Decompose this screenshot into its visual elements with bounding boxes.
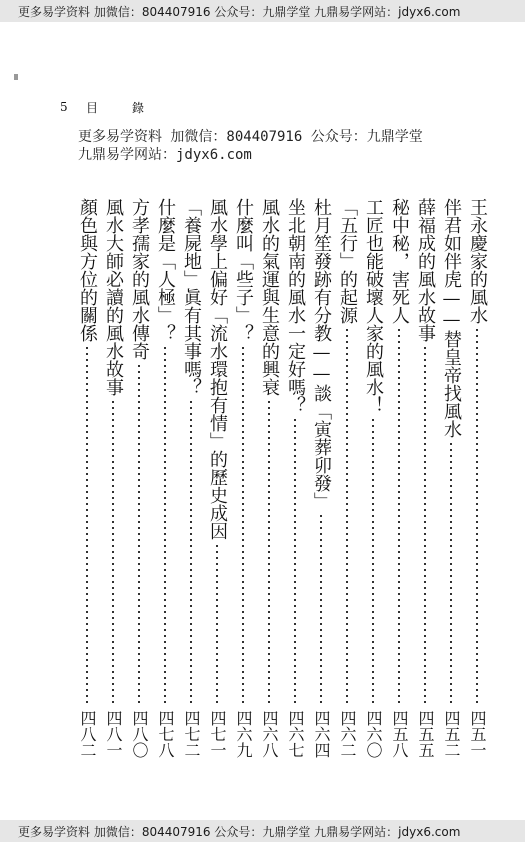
toc-entry-title: 王永慶家的風水 [467, 198, 488, 324]
toc-entry-page: 四五二 [442, 710, 461, 758]
toc-leader-dots [164, 345, 166, 707]
toc-entry[interactable] [74, 198, 100, 758]
toc-entry-title: 秘中秘，害死人 [389, 198, 410, 324]
toc-entry[interactable] [282, 198, 308, 758]
toc-entry-page: 四六〇 [364, 710, 383, 758]
toc-entry-title: 薛福成的風水故事 [415, 198, 436, 342]
toc-leader-dots [294, 417, 296, 707]
toc-entry-page: 四五五 [416, 710, 435, 758]
toc-leader-dots [476, 327, 478, 707]
toc-entry[interactable] [360, 198, 386, 758]
toc-leader-dots [398, 327, 400, 707]
toc-entry[interactable] [412, 198, 438, 758]
toc-entry[interactable] [334, 198, 360, 758]
toc-entry-page: 四八〇 [130, 710, 149, 758]
toc-leader-dots [320, 513, 322, 707]
toc-entry-page: 四八二 [78, 710, 97, 758]
toc-entry-title: 風水大師必讀的風水故事 [103, 198, 124, 396]
toc-entry-title: 「五行」的起源 [337, 198, 358, 324]
edge-mark [14, 74, 18, 80]
toc-entry-title: 顏色與方位的關係 [77, 198, 98, 342]
toc-leader-dots [346, 327, 348, 707]
toc-leader-dots [242, 345, 244, 707]
toc-leader-dots [112, 399, 114, 707]
bottom-banner-text: 更多易学资料 加微信：804407916 公众号：九鼎学堂 九鼎易学网站：jdyx6.com [18, 825, 461, 839]
toc-entry-page: 四六八 [260, 710, 279, 758]
toc-entry-page: 四五八 [390, 710, 409, 758]
toc-entry-title: 伴君如伴虎——替皇帝找風水 [441, 198, 462, 438]
bottom-banner [0, 820, 525, 842]
toc-entry-page: 四六四 [312, 710, 331, 758]
page-number: 5 [60, 100, 68, 114]
toc-entry[interactable] [100, 198, 126, 758]
toc-leader-dots [138, 363, 140, 707]
toc-entry-title: 坐北朝南的風水一定好嗎？ [285, 198, 306, 414]
toc-entry-page: 四五一 [468, 710, 487, 758]
toc-leader-dots [450, 441, 452, 707]
toc-entry-page: 四六二 [338, 710, 357, 758]
toc-leader-dots [86, 345, 88, 707]
top-banner-text: 更多易学资料 加微信：804407916 公众号：九鼎学堂 九鼎易学网站：jdyx6.com [18, 5, 461, 19]
toc-entry[interactable] [230, 198, 256, 758]
toc-leader-dots [216, 543, 218, 707]
toc-entry-title: 什麼是「人極」？ [155, 198, 176, 342]
toc-entry-title: 「養屍地」眞有其事嗎？ [181, 198, 202, 396]
toc-leader-dots [424, 345, 426, 707]
watermark-line-2: 九鼎易学网站：jdyx6.com [78, 147, 252, 163]
watermark-line-1: 更多易学资料 加微信：804407916 公众号：九鼎学堂 [78, 129, 423, 145]
toc-entry-title: 風水的氣運與生意的興衰 [259, 198, 280, 396]
toc-leader-dots [372, 417, 374, 707]
toc-entry[interactable] [178, 198, 204, 758]
toc-entry[interactable] [126, 198, 152, 758]
toc-entry[interactable] [152, 198, 178, 758]
toc-entry-page: 四七二 [182, 710, 201, 758]
section-title: 目錄 [86, 101, 179, 115]
table-of-contents [50, 198, 490, 778]
toc-entry[interactable] [204, 198, 230, 758]
toc-leader-dots [190, 399, 192, 707]
toc-leader-dots [268, 399, 270, 707]
toc-entry-page: 四七八 [156, 710, 175, 758]
toc-entry-page: 四六七 [286, 710, 305, 758]
toc-entry[interactable] [256, 198, 282, 758]
toc-entry-title: 杜月笙發跡有分教——談「寅葬卯發」 [311, 198, 332, 510]
toc-entry-title: 什麼叫「些子」？ [233, 198, 254, 342]
toc-entry-title: 工匠也能破壞人家的風水！ [363, 198, 384, 414]
toc-entry-page: 四六九 [234, 710, 253, 758]
watermark [78, 128, 498, 164]
toc-entry[interactable] [386, 198, 412, 758]
toc-entry-page: 四七一 [208, 710, 227, 758]
toc-entry-title: 風水學上偏好「流水環抱有情」的歷史成因 [207, 198, 228, 540]
top-banner [0, 0, 525, 22]
toc-entry-page: 四八一 [104, 710, 123, 758]
toc-entry[interactable] [308, 198, 334, 758]
toc-entry[interactable] [464, 198, 490, 758]
toc-entry-title: 方孝孺家的風水傳奇 [129, 198, 150, 360]
toc-entry[interactable] [438, 198, 464, 758]
